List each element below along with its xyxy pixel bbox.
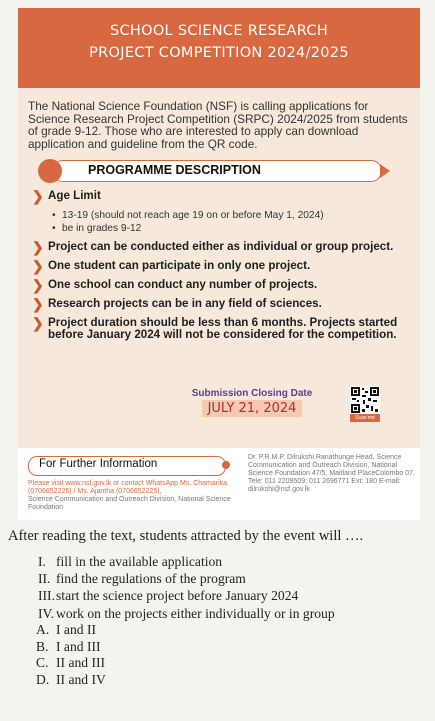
qr-code-icon <box>350 386 380 414</box>
intro-paragraph: The National Science Foundation (NSF) is calling applications for Science Research Project Competition (SRPC) 2024/2025 from students of grade 9-12. Those who are interested to apply can download application and guideline from the QR code. <box>28 99 408 151</box>
scan-me-label: Scan me <box>350 414 380 422</box>
point-text: Project can be conducted either as individual or group project. <box>48 240 394 253</box>
sub-point-text: 13-19 (should not reach age 19 on or before May 1, 2024) <box>62 210 324 221</box>
division-text: Science Communication and Outreach Division, National Science Foundation <box>28 496 231 511</box>
visit-text: Please visit www.nsf.gov.lk or contact WhatsApp Ms. Chamarika (0706652226) / Ms. Ajantha (0706652225), <box>28 480 228 495</box>
further-info-pill <box>28 456 226 476</box>
answer-option-a[interactable] <box>36 622 106 639</box>
statement-item <box>38 553 335 570</box>
programme-heading: PROGRAMME DESCRIPTION <box>88 163 261 177</box>
answer-text: I and III <box>56 638 101 654</box>
programme-heading-bar <box>44 160 394 182</box>
statement-text: work on the projects either individually or in group <box>56 605 335 621</box>
answer-text: I and II <box>56 622 97 637</box>
statement-number: II. <box>38 571 51 587</box>
answer-text: II and IV <box>56 671 106 687</box>
further-info-heading: For Further Information <box>39 458 158 470</box>
answer-choices <box>36 622 106 688</box>
point-age-limit <box>32 190 410 203</box>
chevron-right-icon: ❯ <box>32 315 44 331</box>
statement-number: IV. <box>38 605 54 621</box>
statement-item <box>38 570 335 587</box>
statement-text: find the regulations of the program <box>56 571 246 587</box>
point-text: One school can conduct any number of projects. <box>48 278 318 291</box>
closing-date: JULY 21, 2024 <box>202 400 303 417</box>
point-text: Project duration should be less than 6 months. Projects started before January 2024 will not be considered for the competition. <box>48 316 398 341</box>
statement-item <box>38 605 335 622</box>
contact-footer <box>18 448 420 520</box>
poster-title-line1: SCHOOL SCIENCE RESEARCH <box>109 23 329 39</box>
qr-code[interactable] <box>350 386 380 422</box>
answer-text: II and III <box>56 655 106 671</box>
competition-poster <box>18 8 420 520</box>
statement-text: fill in the available application <box>56 554 223 569</box>
arrow-right-icon <box>380 164 390 178</box>
answer-letter: B. <box>36 638 49 654</box>
statements-list <box>38 553 335 622</box>
contact-details: Dr. P.R.M.P. Dilrukshi Ranathunge Head, Science Communication and Outreach Division, National Science Foundation 47/5, Maitland PlaceColombo 07. Tele: 011 2209509; 011 2696771 Ext: 180 E-mail: dilrukshi@nsf.gov.lk <box>248 454 415 493</box>
point-one-project <box>32 260 410 273</box>
answer-letter: D. <box>36 671 50 687</box>
heading-dot <box>38 159 62 183</box>
chevron-right-icon: ❯ <box>32 258 44 274</box>
statement-item <box>38 587 335 604</box>
chevron-right-icon: ❯ <box>32 296 44 312</box>
chevron-right-icon: ❯ <box>32 277 44 293</box>
chevron-right-icon: ❯ <box>32 188 44 204</box>
pill-dot <box>222 461 230 469</box>
point-duration <box>32 317 410 341</box>
poster-title-line2: PROJECT COMPETITION 2024/2025 <box>89 45 349 61</box>
programme-points <box>18 182 420 341</box>
poster-header <box>18 8 420 88</box>
chevron-right-icon: ❯ <box>32 239 44 255</box>
statement-text: start the science project before January 2024 <box>56 588 299 604</box>
answer-letter: C. <box>36 655 49 671</box>
answer-option-d[interactable] <box>36 672 106 689</box>
point-any-field <box>32 298 410 311</box>
point-text: One student can participate in only one project. <box>48 259 311 272</box>
point-text: Research projects can be in any field of sciences. <box>48 297 322 310</box>
sub-point: • 13-19 (should not reach age 19 on or before May 1, 2024) <box>52 210 324 221</box>
statement-number: III. <box>38 588 55 604</box>
answer-option-c[interactable] <box>36 655 106 672</box>
statement-number: I. <box>38 554 46 569</box>
visit-text-block <box>28 480 246 512</box>
point-any-number <box>32 279 410 292</box>
sub-point: • be in grades 9-12 <box>52 223 142 234</box>
point-text: Age Limit <box>48 189 101 202</box>
answer-option-b[interactable] <box>36 639 106 656</box>
question-stem: After reading the text, students attracted by the event will …. <box>8 528 364 544</box>
answer-letter: A. <box>36 622 50 637</box>
closing-date-block <box>172 388 332 417</box>
closing-date-caption: Submission Closing Date <box>191 388 313 399</box>
sub-point-text: be in grades 9-12 <box>62 223 142 234</box>
point-project-type <box>32 241 410 254</box>
